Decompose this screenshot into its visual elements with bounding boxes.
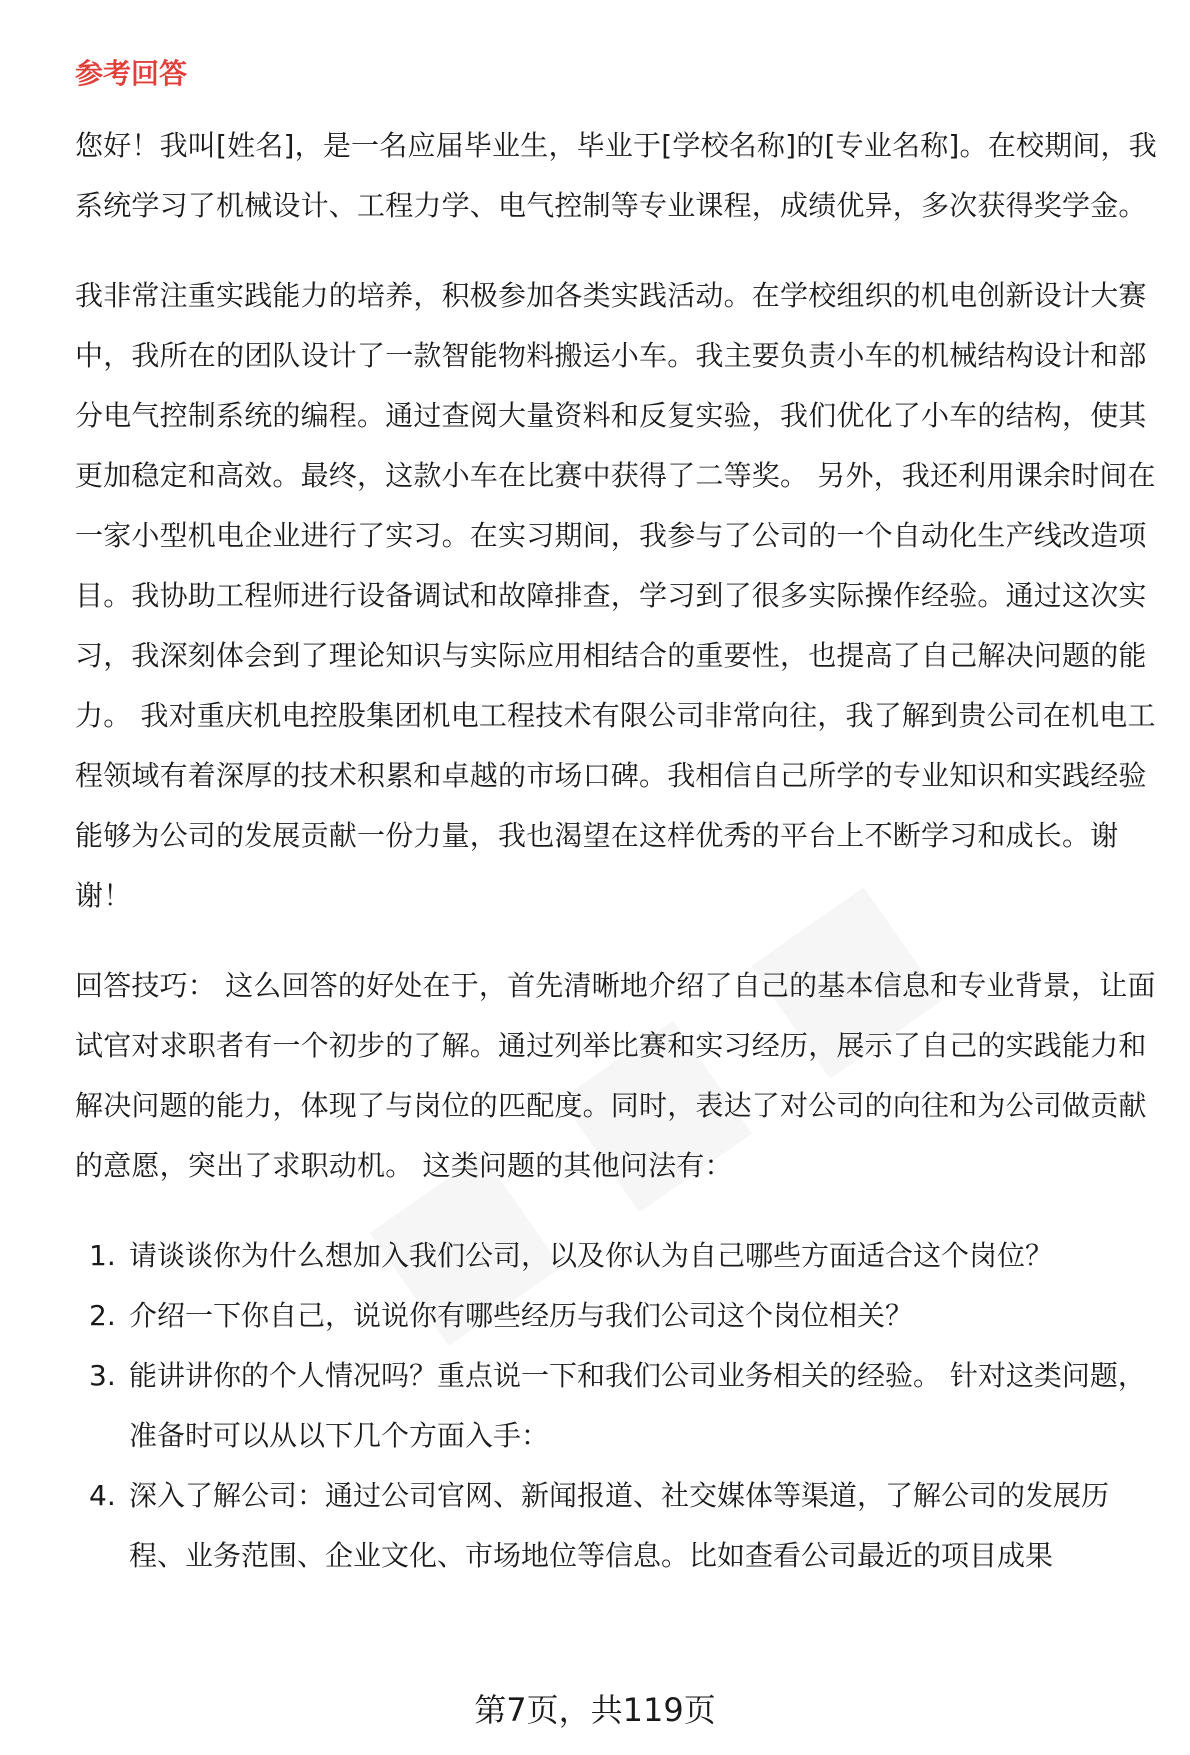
section-heading: 参考回答 bbox=[75, 57, 188, 90]
list-item-number: 2. bbox=[89, 1299, 116, 1332]
list-item-text: 深入了解公司：通过公司官网、新闻报道、社交媒体等渠道，了解公司的发展历程、业务范围、企业文化、市场地位等信息。比如查看公司最近的项目成果 bbox=[129, 1479, 1110, 1572]
list-item-number: 4. bbox=[89, 1479, 116, 1512]
paragraph-intro: 您好！我叫[姓名]，是一名应届毕业生，毕业于[学校名称]的[专业名称]。在校期间，我系统学习了机械设计、工程力学、电气控制等专业课程，成绩优异，多次获得奖学金。 bbox=[75, 129, 1157, 222]
list-item bbox=[75, 1286, 1160, 1346]
list-item-text: 请谈谈你为什么想加入我们公司，以及你认为自己哪些方面适合这个岗位？ bbox=[129, 1239, 1054, 1272]
document-page bbox=[75, 52, 1160, 1586]
list-item bbox=[75, 1226, 1160, 1286]
list-item bbox=[75, 1466, 1160, 1586]
list-item-number: 3. bbox=[89, 1359, 116, 1392]
list-item-text: 能讲讲你的个人情况吗？重点说一下和我们公司业务相关的经验。 针对这类问题，准备时可以从以下几个方面入手： bbox=[129, 1359, 1146, 1452]
question-list bbox=[75, 1226, 1160, 1586]
list-item-number: 1. bbox=[89, 1239, 116, 1272]
list-item-text: 介绍一下你自己，说说你有哪些经历与我们公司这个岗位相关？ bbox=[129, 1299, 914, 1332]
paragraph-tips: 回答技巧： 这么回答的好处在于，首先清晰地介绍了自己的基本信息和专业背景，让面试官对求职者有一个初步的了解。通过列举比赛和实习经历，展示了自己的实践能力和解决问题的能力，体现了与岗位的匹配度。同时，表达了对公司的向往和为公司做贡献的意愿，突出了求职动机。 这类问题的其他问法有： bbox=[75, 969, 1156, 1182]
page-number: 第7页，共119页 bbox=[474, 1691, 716, 1729]
paragraph-experience: 我非常注重实践能力的培养，积极参加各类实践活动。在学校组织的机电创新设计大赛中，我所在的团队设计了一款智能物料搬运小车。我主要负责小车的机械结构设计和部分电气控制系统的编程。通过查阅大量资料和反复实验，我们优化了小车的结构，使其更加稳定和高效。最终，这款小车在比赛中获得了二等奖。 另外，我还利用课余时间在一家小型机电企业进行了实习。在实习期间，我参与了公司的一个自动化生产线改造项目。我协助工程师进行设备调试和故障排查，学习到了很多实际操作经验。通过这次实习，我深刻体会到了理论知识与实际应用相结合的重要性，也提高了自己解决问题的能力。 我对重庆机电控股集团机电工程技术有限公司非常向往，我了解到贵公司在机电工程领域有着深厚的技术积累和卓越的市场口碑。我相信自己所学的专业知识和实践经验能够为公司的发展贡献一份力量，我也渴望在这样优秀的平台上不断学习和成长。谢谢！ bbox=[75, 279, 1156, 912]
list-item bbox=[75, 1346, 1160, 1466]
